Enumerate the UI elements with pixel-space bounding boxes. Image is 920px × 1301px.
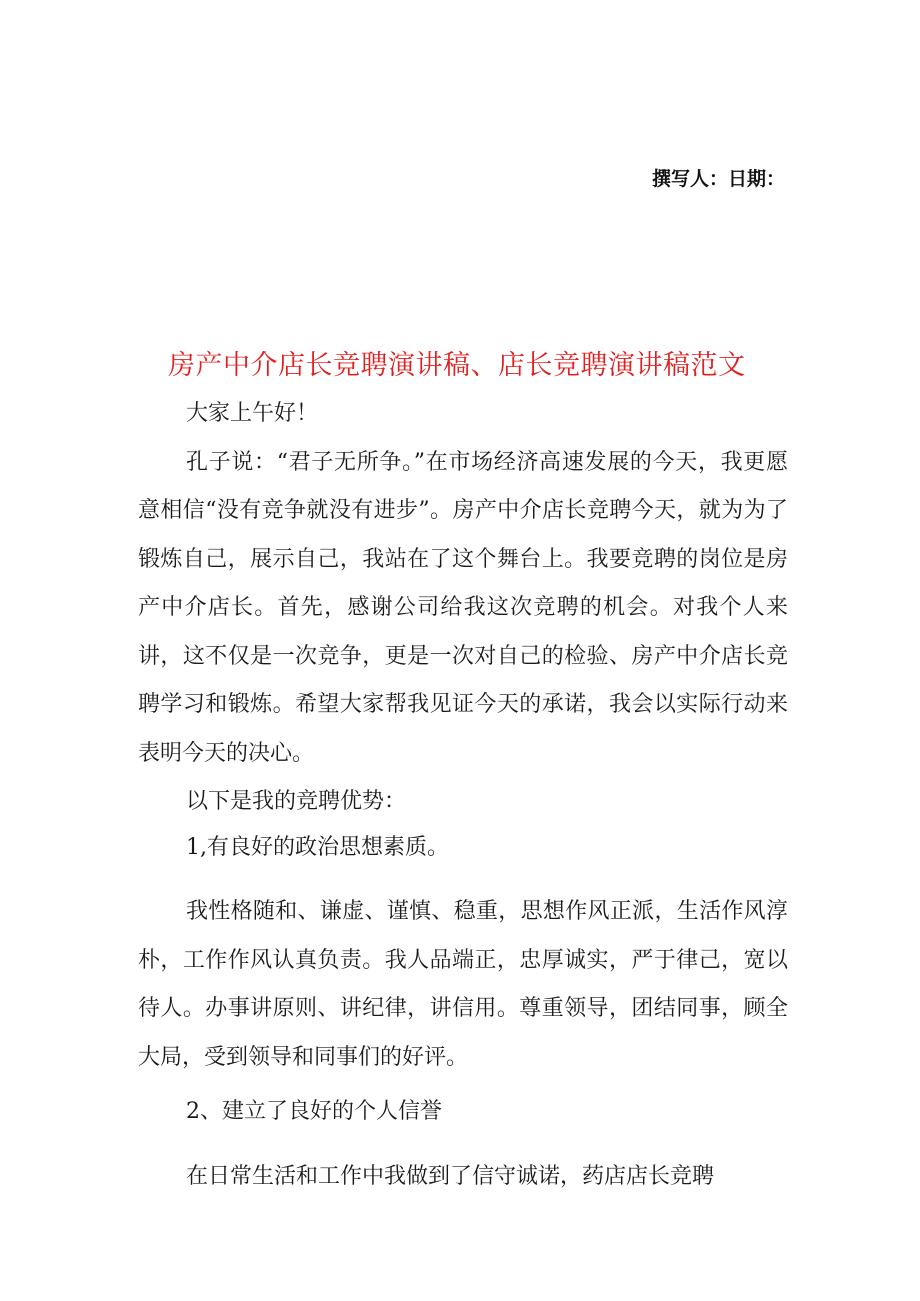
item1-body-block: [138, 888, 788, 1082]
item1-body: 我性格随和、谦虚、谨慎、稳重，思想作风正派，生活作风淳朴，工作作风认真负责。我人品端正，忠厚诚实，严于律己，宽以待人。办事讲原则、讲纪律，讲信用。尊重领导，团结同事，顾全大局，受到领导和同事们的好评。: [138, 899, 788, 1070]
body-block-1: [138, 390, 788, 827]
item2-body-block: [138, 1153, 788, 1202]
item1-heading-block: [138, 824, 788, 873]
item2-heading: 2、建立了良好的个人信誉: [186, 1099, 442, 1124]
intro-paragraph: 孔子说：“君子无所争。”在市场经济高速发展的今天，我更愿意相信“没有竞争就没有进步”。房产中介店长竞聘今天，就为为了锻炼自己，展示自己，我站在了这个舞台上。我要竞聘的岗位是房产中介店长。首先，感谢公司给我这次竞聘的机会。对我个人来讲，这不仅是一次竞争，更是一次对自己的检验、房产中介店长竞聘学习和锻炼。希望大家帮我见证今天的承诺，我会以实际行动来表明今天的决心。: [138, 449, 788, 766]
author-date-line: 撰写人：日期：: [652, 168, 786, 190]
item2-body: 在日常生活和工作中我做到了信守诚诺，药店店长竞聘: [186, 1164, 715, 1189]
item2-heading-block: [138, 1088, 788, 1137]
item1-heading: 1,有良好的政治思想素质。: [186, 835, 449, 860]
advantages-lead-paragraph: 以下是我的竞聘优势：: [186, 789, 407, 814]
greeting-paragraph: 大家上午好！: [186, 401, 319, 426]
document-title: 房产中介店长竞聘演讲稿、店长竞聘演讲稿范文: [168, 350, 746, 381]
